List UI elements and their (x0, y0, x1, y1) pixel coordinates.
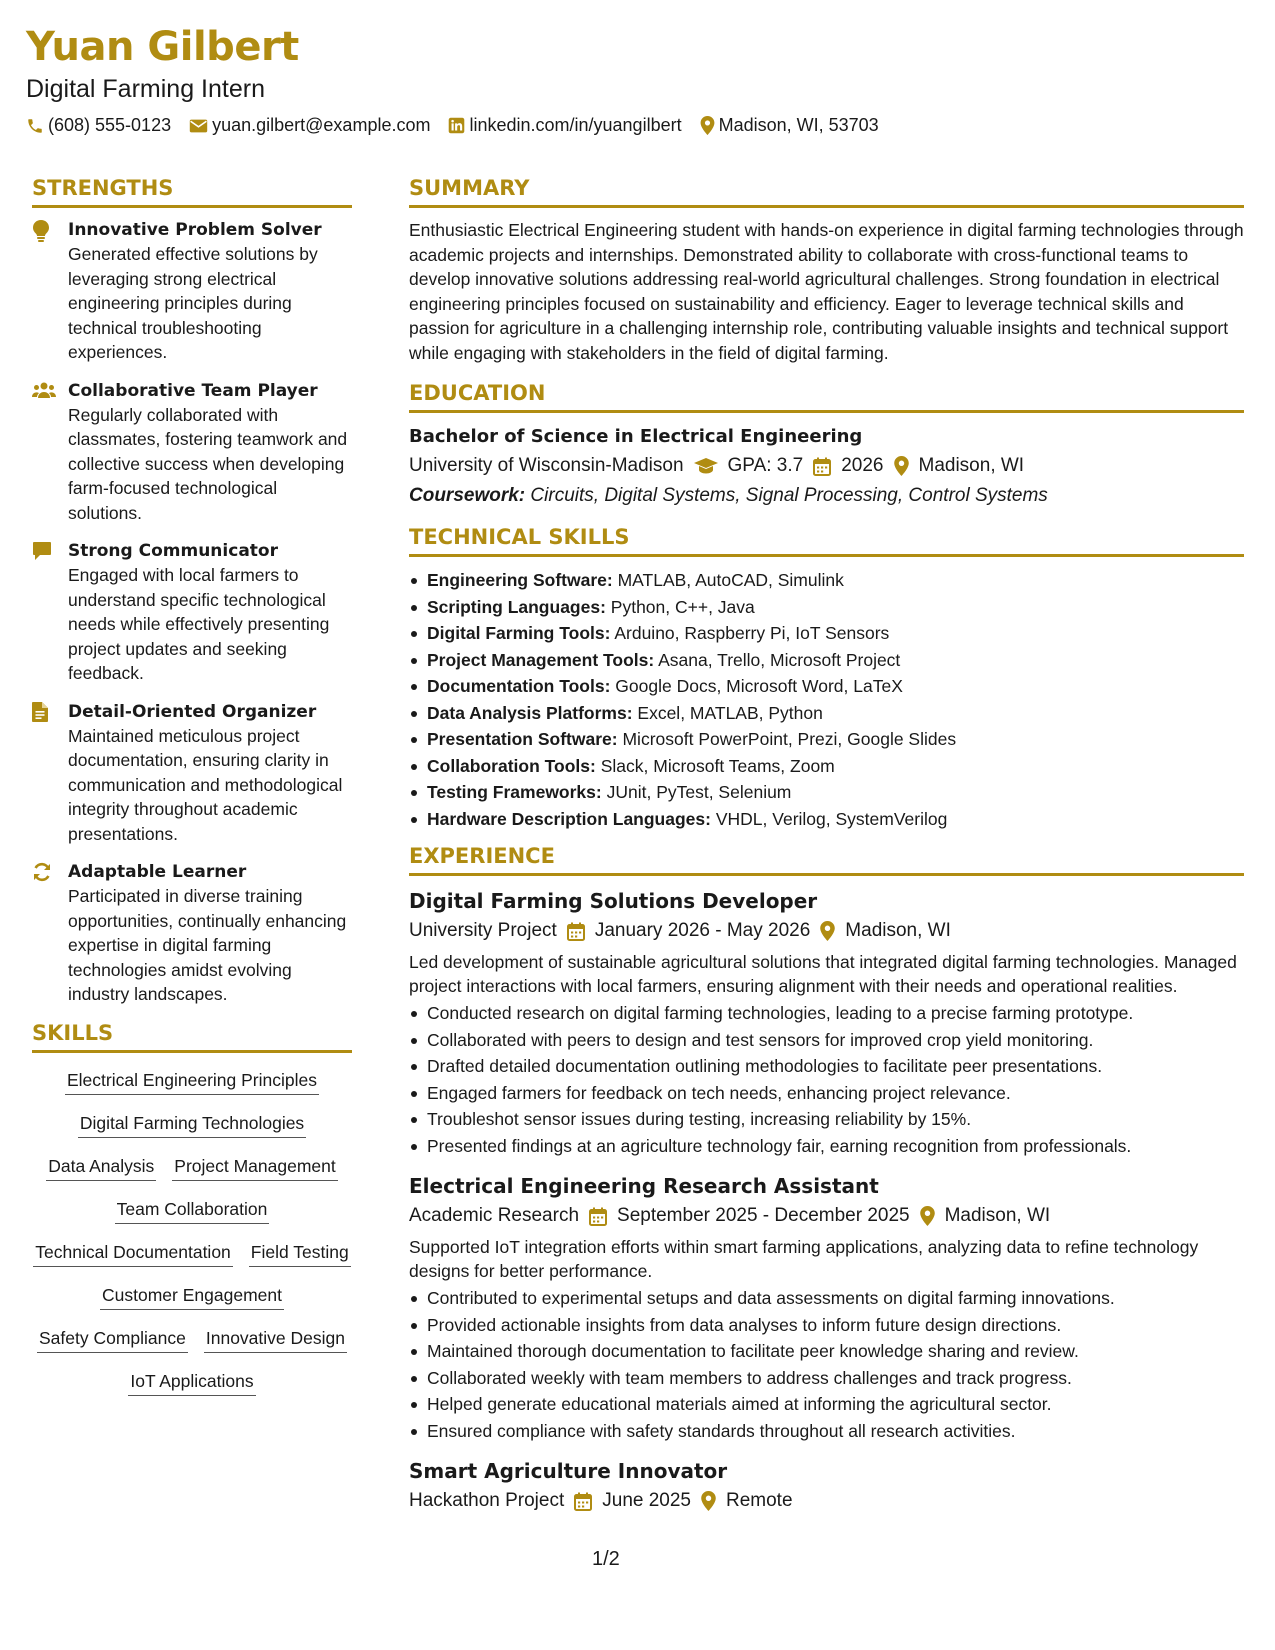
comment-icon (32, 539, 54, 686)
job-organization: University Project (409, 920, 557, 941)
users-icon (32, 379, 54, 526)
skills-section (32, 1021, 352, 1396)
skill-category: Presentation Software: (427, 729, 618, 749)
education-meta (409, 451, 1244, 481)
skill-tag: Electrical Engineering Principles (65, 1069, 319, 1095)
education-year (813, 451, 883, 481)
calendar-icon (574, 1492, 592, 1511)
list-item (409, 779, 1244, 806)
education-gpa (694, 451, 804, 481)
skill-tag: Digital Farming Technologies (78, 1112, 306, 1138)
lightbulb-icon (32, 218, 54, 365)
list-item (409, 620, 1244, 647)
skill-tag: Field Testing (249, 1241, 351, 1267)
experience-entry (409, 1456, 1244, 1516)
job-organization: Hackathon Project (409, 1490, 565, 1511)
phone-icon (26, 117, 44, 135)
calendar-icon (589, 1207, 607, 1226)
job-meta (409, 1201, 1244, 1231)
skill-category: Documentation Tools: (427, 676, 611, 696)
strength-title: Adaptable Learner (68, 862, 247, 882)
candidate-name: Yuan Gilbert (26, 24, 299, 70)
list-item: Troubleshot sensor issues during testing, increasing reliability by 15%. (409, 1106, 1244, 1133)
technical-skills-heading: TECHNICAL SKILLS (409, 525, 1244, 557)
strength-title: Detail-Oriented Organizer (68, 701, 317, 722)
contact-email[interactable] (189, 115, 430, 136)
graduation-cap-icon (694, 458, 718, 474)
job-dates (574, 1486, 691, 1516)
envelope-icon (189, 118, 208, 134)
strength-description: Maintained meticulous project documentation, ensuring clarity in communication and methodological integrity throughout academic presentations. (68, 725, 343, 844)
strength-title: Strong Communicator (68, 541, 278, 561)
experience-entry (409, 886, 1244, 1159)
strength-title: Collaborative Team Player (68, 380, 318, 401)
skill-category: Project Management Tools: (427, 649, 655, 670)
job-location (820, 916, 951, 946)
skill-values: Google Docs, Microsoft Word, LaTeX (615, 676, 903, 696)
contact-bar (26, 115, 879, 136)
list-item (409, 700, 1244, 727)
skill-values: Arduino, Raspberry Pi, IoT Sensors (614, 623, 890, 643)
list-item: Provided actionable insights from data analyses to inform future design directions. (409, 1312, 1244, 1339)
list-item: Contributed to experimental setups and data assessments on digital farming innovations. (409, 1285, 1244, 1312)
summary-text: Enthusiastic Electrical Engineering student with hands-on experience in digital farming technologies through academic projects and internships. Demonstrated ability to collaborate with cross-functional teams to develop innovative solutions addressing real-world agricultural challenges. Strong foundation in electrical engineering principles focused on sustainability and efficiency. Eager to leverage technical skills and passion for agriculture in a challenging internship role, contributing valuable insights and technical support while engaging with stakeholders in the field of digital farming. (409, 220, 1244, 363)
skill-tag: Technical Documentation (33, 1241, 233, 1267)
summary-heading: SUMMARY (409, 176, 1244, 208)
coursework-text: Circuits, Digital Systems, Signal Processing, Control Systems (530, 485, 1048, 506)
experience-heading: EXPERIENCE (409, 844, 1244, 876)
dates-text: January 2026 - May 2026 (594, 920, 811, 941)
list-item (409, 594, 1244, 621)
gpa-text: GPA: 3.7 (727, 455, 804, 476)
job-description: Led development of sustainable agricultural solutions that integrated digital farming technologies. Managed project interactions with local farmers, ensuring alignment with their needs and operational realities. (409, 952, 1237, 996)
skill-values: Excel, MATLAB, Python (637, 702, 823, 723)
coursework-label: Coursework: (409, 485, 526, 506)
job-bullets (409, 1285, 1244, 1444)
job-meta (409, 916, 1244, 946)
list-item (409, 673, 1244, 700)
education-heading: EDUCATION (409, 381, 1244, 413)
education-location (894, 451, 1025, 481)
job-description: Supported IoT integration efforts within smart farming applications, analyzing data to refine technology designs for better performance. (409, 1237, 1199, 1281)
location-text: Madison, WI (918, 455, 1025, 476)
list-item: Conducted research on digital farming technologies, leading to a precise farming prototype. (409, 1000, 1244, 1027)
strength-description: Participated in diverse training opportunities, continually enhancing expertise in digital farming technologies amidst evolving industry landscapes. (68, 886, 347, 1004)
skill-values: Slack, Microsoft Teams, Zoom (600, 755, 835, 776)
job-location (920, 1201, 1051, 1231)
job-title: Digital Farming Solutions Developer (409, 889, 818, 913)
list-item (409, 567, 1244, 594)
strength-item (32, 860, 352, 1007)
document-icon (32, 700, 54, 847)
education-coursework (409, 481, 1244, 511)
skill-values: Python, C++, Java (610, 596, 755, 617)
job-dates (589, 1201, 910, 1231)
skill-category: Data Analysis Platforms: (427, 702, 633, 723)
list-item (409, 647, 1244, 674)
phone-text: (608) 555-0123 (48, 115, 172, 135)
list-item (409, 753, 1244, 780)
map-pin-icon (894, 456, 909, 476)
education-school: University of Wisconsin-Madison (409, 455, 684, 476)
location-text: Madison, WI (944, 1205, 1051, 1226)
skill-values: Asana, Trello, Microsoft Project (658, 649, 901, 670)
right-column (409, 176, 1244, 1522)
page-number: 1/2 (592, 1548, 620, 1570)
technical-skills-list (409, 567, 1244, 832)
dates-text: June 2025 (602, 1490, 691, 1511)
skill-category: Scripting Languages: (427, 596, 606, 617)
list-item: Presented findings at an agriculture technology fair, earning recognition from professionals. (409, 1133, 1244, 1160)
skill-tag: Innovative Design (204, 1327, 347, 1353)
left-column (32, 176, 352, 1396)
map-pin-icon (820, 921, 835, 941)
job-location (701, 1486, 793, 1516)
list-item: Engaged farmers for feedback on tech needs, enhancing project relevance. (409, 1080, 1244, 1107)
skill-values: JUnit, PyTest, Selenium (606, 782, 792, 802)
dates-text: September 2025 - December 2025 (617, 1205, 910, 1226)
calendar-icon (567, 922, 585, 941)
strength-description: Engaged with local farmers to understand specific technological needs while effectively presenting project updates and seeking feedback. (68, 565, 330, 683)
job-title: Smart Agriculture Innovator (409, 1459, 728, 1483)
education-degree: Bachelor of Science in Electrical Engineering (409, 426, 863, 447)
skill-category: Hardware Description Languages: (427, 808, 711, 829)
list-item: Collaborated with peers to design and test sensors for improved crop yield monitoring. (409, 1027, 1244, 1054)
contact-phone (26, 115, 171, 136)
strength-item (32, 539, 352, 686)
contact-linkedin[interactable] (448, 115, 681, 136)
strength-description: Generated effective solutions by leveraging strong electrical engineering principles during technical troubleshooting experiences. (68, 244, 318, 362)
experience-entry (409, 1171, 1244, 1444)
linkedin-text[interactable]: linkedin.com/in/yuangilbert (469, 115, 682, 135)
skill-category: Testing Frameworks: (427, 782, 602, 802)
list-item (409, 726, 1244, 753)
skill-values: Microsoft PowerPoint, Prezi, Google Slides (622, 729, 957, 749)
list-item: Collaborated weekly with team members to address challenges and track progress. (409, 1365, 1244, 1392)
skill-category: Engineering Software: (427, 570, 613, 590)
location-text: Madison, WI (845, 920, 951, 941)
skill-tag: Customer Engagement (100, 1284, 284, 1310)
job-title: Electrical Engineering Research Assistant (409, 1174, 879, 1198)
skill-tag: IoT Applications (128, 1370, 255, 1396)
contact-location (700, 115, 879, 136)
map-pin-icon (920, 1206, 935, 1226)
email-text[interactable]: yuan.gilbert@example.com (212, 115, 431, 135)
job-meta (409, 1486, 1244, 1516)
job-bullets (409, 1000, 1244, 1159)
strength-description: Regularly collaborated with classmates, fostering teamwork and collective success when developing farm-focused technological solutions. (68, 404, 348, 523)
linkedin-icon (448, 117, 465, 134)
list-item: Drafted detailed documentation outlining methodologies to facilitate peer presentations. (409, 1053, 1244, 1080)
year-text: 2026 (841, 455, 884, 476)
candidate-role: Digital Farming Intern (26, 75, 265, 103)
map-pin-icon (701, 1491, 716, 1511)
location-text: Remote (726, 1490, 793, 1511)
map-pin-icon (700, 116, 715, 135)
job-organization: Academic Research (409, 1205, 580, 1226)
list-item: Helped generate educational materials aimed at informing the agricultural sector. (409, 1391, 1244, 1418)
list-item: Maintained thorough documentation to facilitate peer knowledge sharing and review. (409, 1338, 1244, 1365)
skill-category: Collaboration Tools: (427, 755, 596, 776)
calendar-icon (813, 457, 831, 476)
sync-icon (32, 860, 54, 1007)
job-dates (567, 916, 810, 946)
skills-heading: SKILLS (32, 1021, 352, 1053)
skill-tag: Project Management (172, 1155, 337, 1181)
strength-item (32, 700, 352, 847)
skill-tag: Team Collaboration (115, 1198, 270, 1224)
skill-values: VHDL, Verilog, SystemVerilog (715, 808, 948, 829)
strength-item (32, 218, 352, 365)
strength-title: Innovative Problem Solver (68, 220, 322, 240)
skill-tag: Data Analysis (46, 1155, 156, 1181)
list-item (409, 806, 1244, 833)
location-text: Madison, WI, 53703 (718, 115, 879, 135)
skill-category: Digital Farming Tools: (427, 623, 611, 643)
skill-values: MATLAB, AutoCAD, Simulink (617, 570, 844, 590)
strength-item (32, 379, 352, 526)
skill-list (32, 1063, 352, 1396)
list-item: Ensured compliance with safety standards throughout all research activities. (409, 1418, 1244, 1445)
strengths-heading: STRENGTHS (32, 176, 352, 208)
skill-tag: Safety Compliance (37, 1327, 188, 1353)
